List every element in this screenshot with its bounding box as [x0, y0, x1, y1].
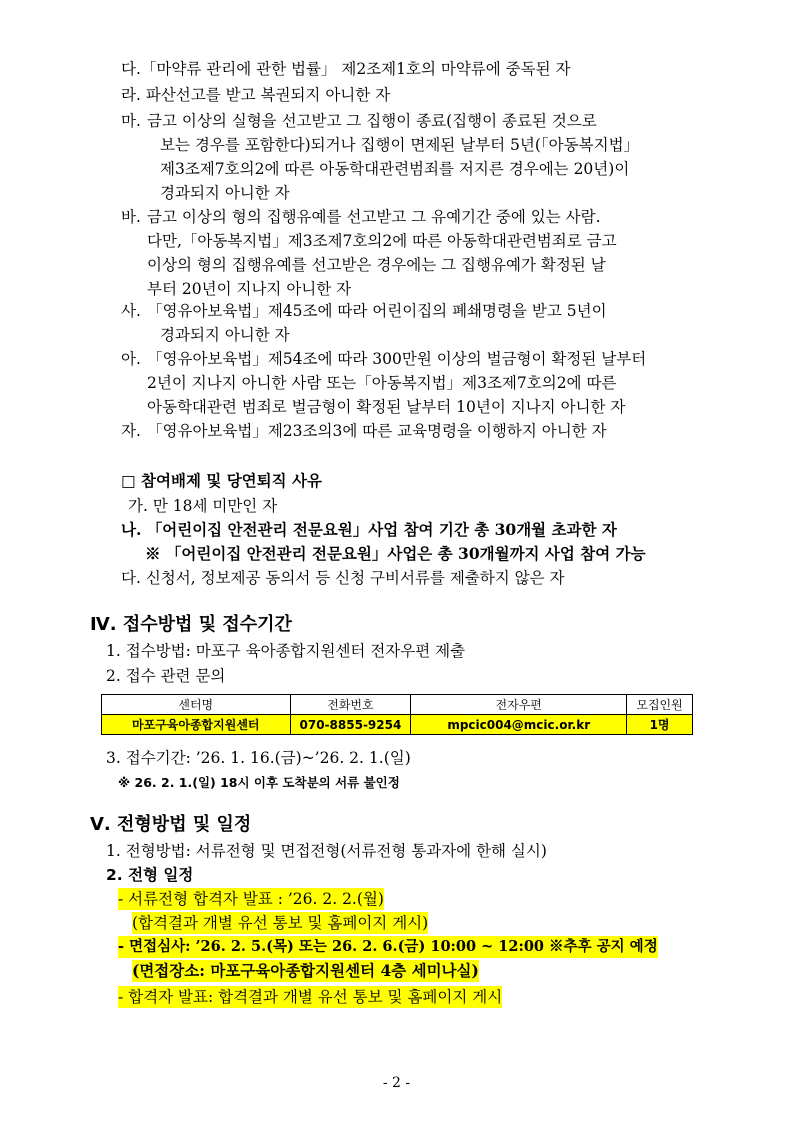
- item-sa-mark: 사.: [121, 302, 141, 320]
- item-ma-line2: 보는 경우를 포함한다)되거나 집행이 면제된 날부터 5년(「아동복지법」: [160, 136, 640, 154]
- item-sa-line2: 경과되지 아니한 자: [160, 326, 290, 344]
- item-ma-mark: 마.: [121, 112, 141, 130]
- section4-title: Ⅳ. 접수방법 및 접수기간: [90, 614, 292, 635]
- section5-title: Ⅴ. 전형방법 및 일정: [90, 814, 252, 835]
- item-ba-line4: 부터 20년이 지나지 아니한 자: [147, 280, 352, 298]
- item-sa-line1: 「영유아보육법」제45조에 따라 어린이집의 폐쇄명령을 받고 5년이: [147, 302, 607, 320]
- schedule-final-result: - 합격자 발표: 합격결과 개별 유선 통보 및 홈페이지 게시: [118, 988, 503, 1006]
- section4-note: ※ 26. 2. 1.(일) 18시 이후 도착분의 서류 불인정: [118, 775, 400, 790]
- item-a-line3: 아동학대관련 범죄로 벌금형이 확정된 날부터 10년이 지나지 아니한 자: [147, 398, 626, 416]
- item-ba-mark: 바.: [121, 208, 141, 226]
- item-ba-line3: 이상의 형의 집행유예를 선고받은 경우에는 그 집행유예가 확정된 날: [147, 256, 606, 274]
- table-row: [102, 715, 693, 735]
- item-a-line2: 2년이 지나지 아니한 사람 또는「아동복지법」제3조제7호의2에 따른: [147, 374, 617, 392]
- cell-center: 마포구육아종합지원센터: [102, 715, 291, 735]
- section5-item2: 2. 전형 일정: [106, 866, 194, 884]
- item-da-text: 「마약류 관리에 관한 법률」 제2조제1호의 마약류에 중독된 자: [140, 60, 571, 78]
- item-ja-mark: 자.: [121, 422, 141, 440]
- item-a-mark: 아.: [121, 350, 141, 368]
- item-ba-line2: 다만,「아동복지법」제3조제7호의2에 따른 아동학대관련범죄로 금고: [147, 232, 617, 250]
- exclusion-da: 다. 신청서, 정보제공 동의서 등 신청 구비서류를 제출하지 않은 자: [121, 569, 565, 587]
- item-ma-line1: 금고 이상의 실형을 선고받고 그 집행이 종료(집행이 종료된 것으로: [147, 112, 597, 130]
- section4-item2: 2. 접수 관련 문의: [106, 667, 226, 685]
- exclusion-ga: 가. 만 18세 미만인 자: [128, 497, 278, 515]
- exclusion-na: 나. 「어린이집 안전관리 전문요원」사업 참여 기간 총 30개월 초과한 자: [121, 520, 617, 539]
- section4-item3: 3. 접수기간: ’26. 1. 16.(금)~’26. 2. 1.(일): [106, 749, 411, 767]
- cell-phone: 070-8855-9254: [290, 715, 411, 735]
- item-ma-line3: 제3조제7호의2에 따른 아동학대관련범죄를 저지른 경우에는 20년)이: [160, 160, 630, 178]
- section4-item1: 1. 접수방법: 마포구 육아종합지원센터 전자우편 제출: [106, 642, 466, 660]
- schedule-interview: - 면접심사: ’26. 2. 5.(목) 또는 26. 2. 6.(금) 10:00 ~ 12:00 ※추후 공지 예정: [118, 936, 658, 958]
- page-number: - 2 -: [382, 1075, 411, 1091]
- item-a-line1: 「영유아보육법」제54조에 따라 300만원 이상의 벌금형이 확정된 날부터: [147, 350, 647, 368]
- contact-table: [101, 694, 693, 735]
- cell-email: mpcic004@mcic.or.kr: [411, 715, 627, 735]
- item-ra-text: 파산선고를 받고 복권되지 아니한 자: [145, 86, 391, 104]
- header-email: 전자우편: [411, 695, 627, 715]
- header-recruit: 모집인원: [627, 695, 693, 715]
- schedule-docs-result-note: (합격결과 개별 유선 통보 및 홈페이지 게시): [132, 914, 429, 932]
- item-da: [121, 58, 571, 80]
- item-ja-text: 「영유아보육법」제23조의3에 따른 교육명령을 이행하지 아니한 자: [147, 422, 607, 440]
- header-center: 센터명: [102, 695, 291, 715]
- section5-item1: 1. 전형방법: 서류전형 및 면접전형(서류전형 통과자에 한해 실시): [106, 842, 547, 860]
- item-da-mark: 다.: [121, 60, 141, 78]
- item-ma-line4: 경과되지 아니한 자: [160, 184, 290, 202]
- contact-table-header: [102, 695, 693, 715]
- schedule-docs-result: - 서류전형 합격자 발표 : ’26. 2. 2.(월): [118, 890, 384, 908]
- schedule-interview-place: (면접장소: 마포구육아종합지원센터 4층 세미나실): [132, 961, 479, 980]
- item-ra-mark: 라.: [121, 86, 141, 104]
- exclusion-note: ※ 「어린이집 안전관리 전문요원」사업은 총 30개월까지 사업 참여 가능: [145, 544, 646, 563]
- item-ba-line1: 금고 이상의 형의 집행유예를 선고받고 그 유예기간 중에 있는 사람.: [147, 208, 601, 226]
- item-ra: [121, 84, 390, 106]
- cell-recruit: 1명: [627, 715, 693, 735]
- header-phone: 전화번호: [290, 695, 411, 715]
- exclusion-heading: □ 참여배제 및 당연퇴직 사유: [121, 472, 322, 490]
